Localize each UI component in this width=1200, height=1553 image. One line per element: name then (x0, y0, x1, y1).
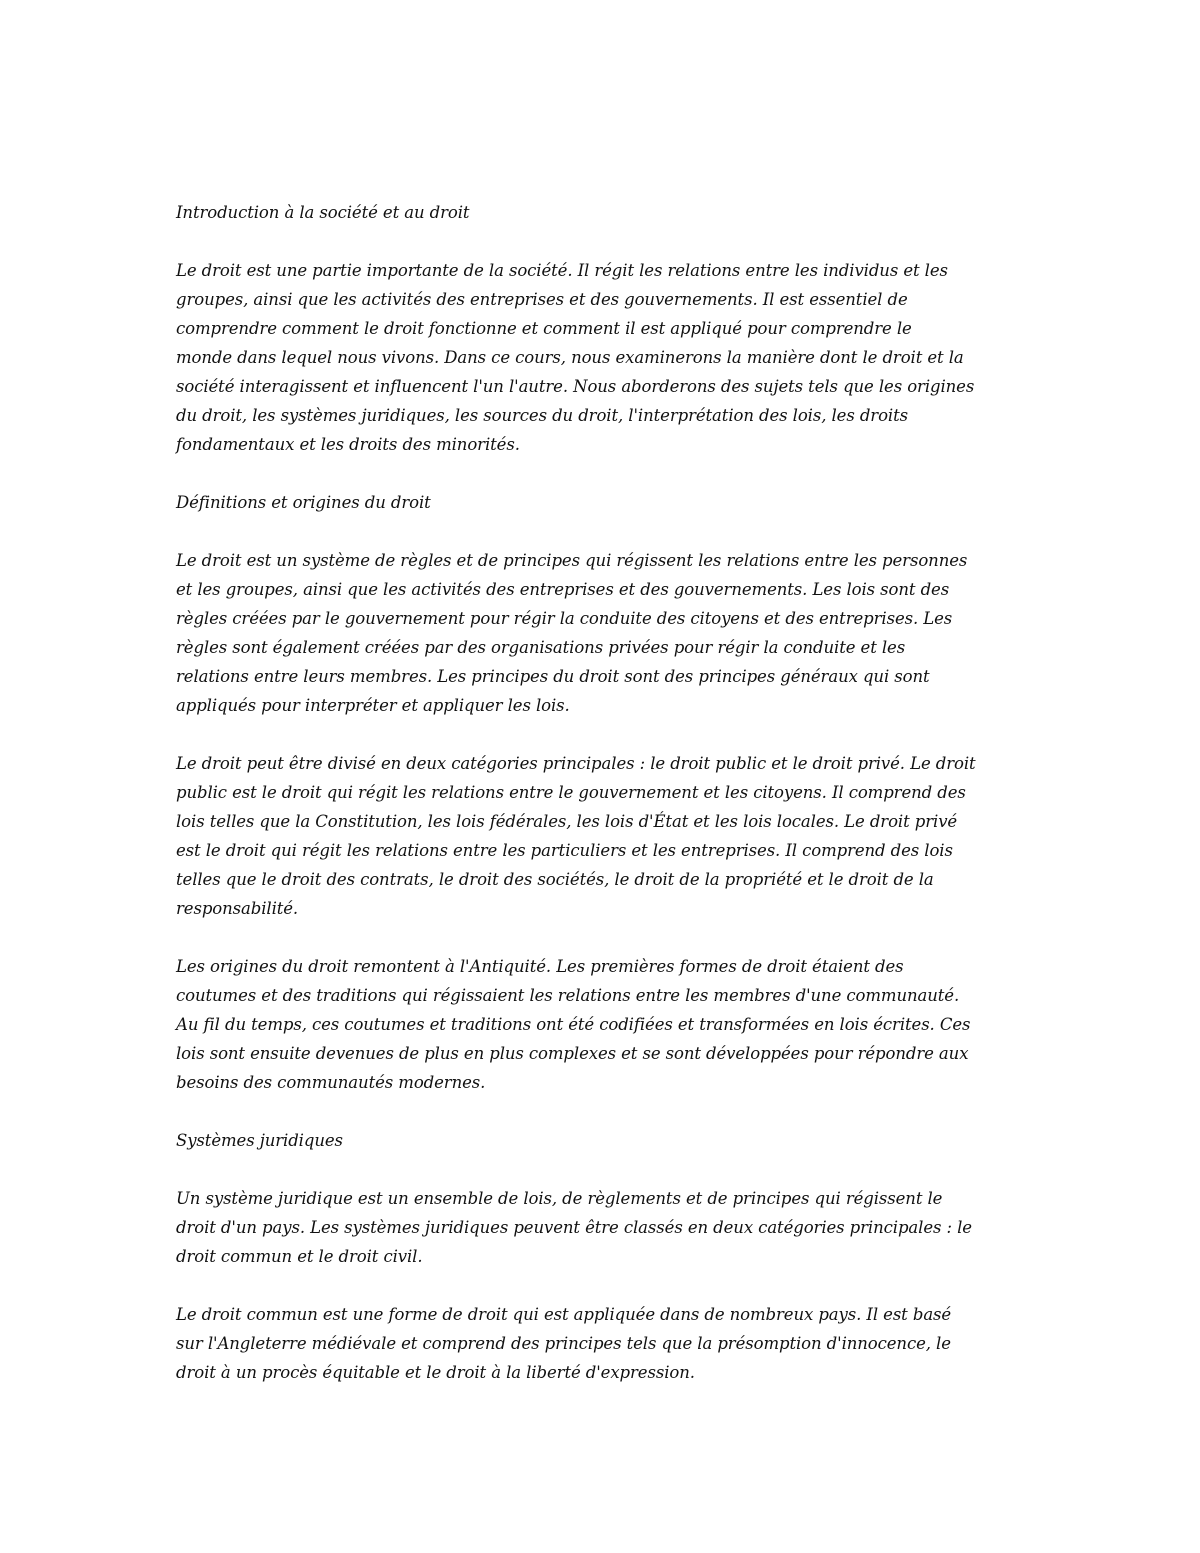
text-line: est le droit qui régit les relations entre les particuliers et les entreprises. Il comprend des lois (176, 841, 953, 860)
section-heading-legal-systems (176, 1126, 1036, 1155)
text-line: groupes, ainsi que les activités des entreprises et des gouvernements. Il est essentiel de (176, 290, 908, 309)
text-line: Introduction à la société et au droit (176, 203, 470, 222)
text-line: comprendre comment le droit fonctionne et comment il est appliqué pour comprendre le (176, 319, 912, 338)
text-line: droit à un procès équitable et le droit à la liberté d'expression. (176, 1363, 695, 1382)
text-line: relations entre leurs membres. Les principes du droit sont des principes généraux qui sont (176, 667, 930, 686)
text-line: responsabilité. (176, 899, 299, 918)
text-line: Au fil du temps, ces coutumes et traditions ont été codifiées et transformées en lois écrites. Ces (176, 1015, 971, 1034)
paragraph-common-law (176, 1300, 1036, 1387)
text-line: monde dans lequel nous vivons. Dans ce cours, nous examinerons la manière dont le droit et la (176, 348, 964, 367)
text-line: droit commun et le droit civil. (176, 1247, 423, 1266)
paragraph-legal-systems (176, 1184, 1036, 1271)
text-line: lois sont ensuite devenues de plus en plus complexes et se sont développées pour répondre aux (176, 1044, 969, 1063)
text-line: Les origines du droit remontent à l'Antiquité. Les premières formes de droit étaient des (176, 957, 904, 976)
text-line: Un système juridique est un ensemble de lois, de règlements et de principes qui régissent le (176, 1189, 943, 1208)
paragraph-introduction (176, 256, 1036, 459)
text-line: règles créées par le gouvernement pour régir la conduite des citoyens et des entreprises. Les (176, 609, 953, 628)
text-line: règles sont également créées par des organisations privées pour régir la conduite et les (176, 638, 906, 657)
section-heading-introduction (176, 198, 1036, 227)
text-line: telles que le droit des contrats, le droit des sociétés, le droit de la propriété et le droit de la (176, 870, 934, 889)
text-line: et les groupes, ainsi que les activités des entreprises et des gouvernements. Les lois sont des (176, 580, 950, 599)
text-line: Le droit commun est une forme de droit qui est appliquée dans de nombreux pays. Il est basé (176, 1305, 952, 1324)
text-line: Le droit est une partie importante de la société. Il régit les relations entre les individus et les (176, 261, 948, 280)
document-body (176, 198, 1036, 1416)
section-heading-definitions (176, 488, 1036, 517)
text-line: Le droit peut être divisé en deux catégories principales : le droit public et le droit privé. Le droit (176, 754, 976, 773)
text-line: Le droit est un système de règles et de principes qui régissent les relations entre les personnes (176, 551, 968, 570)
paragraph-origins (176, 952, 1036, 1097)
text-line: coutumes et des traditions qui régissaient les relations entre les membres d'une communauté. (176, 986, 960, 1005)
text-line: droit d'un pays. Les systèmes juridiques peuvent être classés en deux catégories principales : le (176, 1218, 972, 1237)
text-line: fondamentaux et les droits des minorités. (176, 435, 520, 454)
text-line: société interagissent et influencent l'un l'autre. Nous aborderons des sujets tels que les origines (176, 377, 975, 396)
text-line: lois telles que la Constitution, les lois fédérales, les lois d'État et les lois locales. Le droit privé (176, 812, 958, 831)
text-line: Systèmes juridiques (176, 1131, 343, 1150)
text-line: appliqués pour interpréter et appliquer les lois. (176, 696, 570, 715)
text-line: sur l'Angleterre médiévale et comprend des principes tels que la présomption d'innocence, le (176, 1334, 951, 1353)
text-line: besoins des communautés modernes. (176, 1073, 486, 1092)
text-line: du droit, les systèmes juridiques, les sources du droit, l'interprétation des lois, les droits (176, 406, 908, 425)
paragraph-definitions (176, 546, 1036, 720)
text-line: public est le droit qui régit les relations entre le gouvernement et les citoyens. Il comprend des (176, 783, 966, 802)
text-line: Définitions et origines du droit (176, 493, 431, 512)
paragraph-public-private-law (176, 749, 1036, 923)
